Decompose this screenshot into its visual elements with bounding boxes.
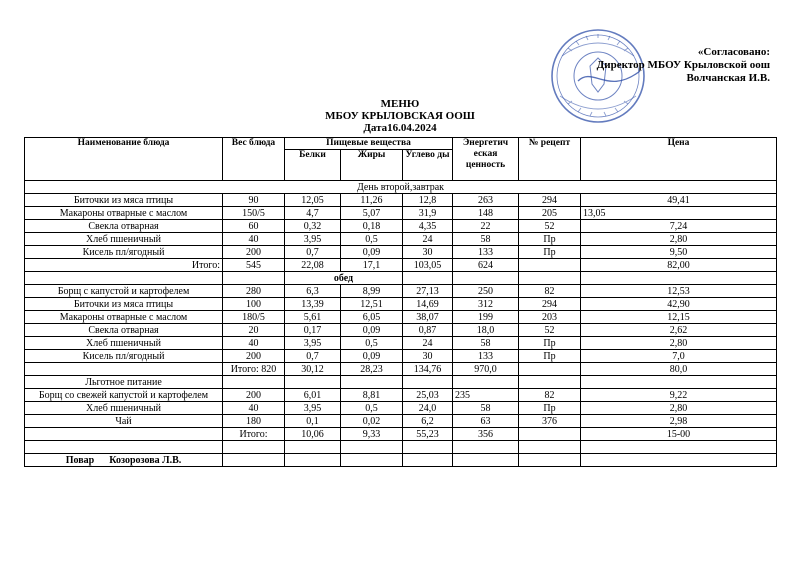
dish-fats: 0,5 [341, 233, 403, 246]
dish-fats: 0,02 [341, 415, 403, 428]
dish-name: Кисель пл/ягодный [25, 246, 223, 259]
dish-energy: 133 [453, 350, 519, 363]
dish-name: Свекла отварная [25, 220, 223, 233]
table-row [25, 298, 777, 311]
col-header-energy: Энергетич еская ценность [453, 138, 519, 181]
empty-cell [453, 454, 519, 467]
dish-price: 13,05 [581, 207, 777, 220]
total-energy: 970,0 [453, 363, 519, 376]
total-proteins: 10,06 [285, 428, 341, 441]
table-row [25, 350, 777, 363]
col-header-fats: Жиры [341, 150, 403, 181]
dish-carbs: 14,69 [403, 298, 453, 311]
total-price: 80,0 [581, 363, 777, 376]
dish-proteins: 13,39 [285, 298, 341, 311]
dish-price: 7,0 [581, 350, 777, 363]
dish-weight: 90 [223, 194, 285, 207]
menu-table [24, 137, 777, 467]
dish-recipe: 294 [519, 194, 581, 207]
total-price: 82,00 [581, 259, 777, 272]
total-energy: 356 [453, 428, 519, 441]
preferential-total-row [25, 428, 777, 441]
col-header-name: Наименование блюда [25, 138, 223, 181]
dish-recipe: Пр [519, 233, 581, 246]
dish-recipe: Пр [519, 246, 581, 259]
dish-proteins: 0,1 [285, 415, 341, 428]
dish-fats: 0,09 [341, 324, 403, 337]
dish-weight: 200 [223, 350, 285, 363]
breakfast-total-row [25, 259, 777, 272]
approval-line-1: «Согласовано: [697, 46, 770, 58]
dish-carbs: 0,87 [403, 324, 453, 337]
empty-cell [453, 441, 519, 454]
total-recipe [519, 428, 581, 441]
dish-energy: 148 [453, 207, 519, 220]
total-label: Итого: [25, 259, 223, 272]
table-row [25, 246, 777, 259]
table-row [25, 337, 777, 350]
col-header-weight: Вес блюда [223, 138, 285, 181]
dish-weight: 100 [223, 298, 285, 311]
empty-cell [223, 272, 285, 285]
col-header-price: Цена [581, 138, 777, 181]
total-energy: 624 [453, 259, 519, 272]
menu-title: МЕНЮ [380, 98, 420, 110]
dish-recipe: Пр [519, 337, 581, 350]
dish-carbs: 30 [403, 246, 453, 259]
empty-cell [581, 441, 777, 454]
table-row [25, 324, 777, 337]
empty-cell [519, 376, 581, 389]
dish-proteins: 0,7 [285, 246, 341, 259]
empty-cell [581, 272, 777, 285]
dish-carbs: 27,13 [403, 285, 453, 298]
dish-energy: 58 [453, 402, 519, 415]
dish-fats: 0,09 [341, 246, 403, 259]
dish-price: 2,98 [581, 415, 777, 428]
col-header-carbs: Углево ды [403, 150, 453, 181]
dish-energy: 250 [453, 285, 519, 298]
table-header-row [25, 138, 777, 150]
dish-price: 9,22 [581, 389, 777, 402]
dish-weight: 40 [223, 402, 285, 415]
dish-energy: 312 [453, 298, 519, 311]
empty-cell [285, 441, 341, 454]
dish-fats: 8,81 [341, 389, 403, 402]
approval-line-2: Директор МБОУ Крыловской оош [596, 59, 770, 71]
dish-weight: 60 [223, 220, 285, 233]
dish-carbs: 4,35 [403, 220, 453, 233]
dish-weight: 200 [223, 246, 285, 259]
dish-energy: 133 [453, 246, 519, 259]
school-name: МБОУ КРЫЛОВСКАЯ ООШ [325, 110, 475, 122]
dish-price: 12,53 [581, 285, 777, 298]
empty-cell [403, 441, 453, 454]
total-carbs: 55,23 [403, 428, 453, 441]
dish-carbs: 30 [403, 350, 453, 363]
empty-cell [403, 376, 453, 389]
dish-energy: 22 [453, 220, 519, 233]
empty-cell [223, 376, 285, 389]
dish-name: Свекла отварная [25, 324, 223, 337]
empty-row [25, 441, 777, 454]
section-row-preferential [25, 376, 777, 389]
dish-proteins: 3,95 [285, 402, 341, 415]
cook-name: Козорозова Л.В. [109, 454, 182, 466]
total-weight: 545 [223, 259, 285, 272]
dish-fats: 8,99 [341, 285, 403, 298]
dish-name: Хлеб пшеничный [25, 402, 223, 415]
dish-proteins: 0,17 [285, 324, 341, 337]
dish-recipe: 82 [519, 285, 581, 298]
dish-proteins: 0,7 [285, 350, 341, 363]
dish-fats: 5,07 [341, 207, 403, 220]
dish-energy: 235 [453, 389, 519, 402]
approval-block [597, 46, 770, 85]
dish-carbs: 24 [403, 337, 453, 350]
section-lunch-label: обед [285, 272, 403, 285]
total-proteins: 30,12 [285, 363, 341, 376]
dish-carbs: 31,9 [403, 207, 453, 220]
dish-fats: 11,26 [341, 194, 403, 207]
document-title-block [0, 98, 800, 134]
total-weight: Итого: [223, 428, 285, 441]
dish-price: 2,80 [581, 337, 777, 350]
table-row [25, 285, 777, 298]
dish-weight: 20 [223, 324, 285, 337]
empty-cell [519, 272, 581, 285]
table-row [25, 194, 777, 207]
dish-price: 7,24 [581, 220, 777, 233]
total-carbs: 103,05 [403, 259, 453, 272]
total-fats: 17,1 [341, 259, 403, 272]
menu-date: Дата16.04.2024 [363, 122, 437, 134]
dish-recipe: 52 [519, 324, 581, 337]
dish-energy: 58 [453, 337, 519, 350]
dish-proteins: 6,3 [285, 285, 341, 298]
approval-line-3: Волчанская И.В. [686, 72, 770, 84]
dish-energy: 58 [453, 233, 519, 246]
dish-name: Биточки из мяса птицы [25, 194, 223, 207]
table-row [25, 415, 777, 428]
dish-price: 49,41 [581, 194, 777, 207]
empty-cell [25, 428, 223, 441]
dish-proteins: 4,7 [285, 207, 341, 220]
dish-proteins: 0,32 [285, 220, 341, 233]
empty-cell [519, 441, 581, 454]
cook-row [25, 454, 777, 467]
dish-weight: 150/5 [223, 207, 285, 220]
dish-weight: 280 [223, 285, 285, 298]
empty-cell [285, 376, 341, 389]
total-proteins: 22,08 [285, 259, 341, 272]
col-header-recipe: № рецепт [519, 138, 581, 181]
empty-cell [25, 441, 223, 454]
dish-name: Чай [25, 415, 223, 428]
empty-cell [341, 376, 403, 389]
empty-cell [25, 272, 223, 285]
dish-fats: 0,18 [341, 220, 403, 233]
dish-name: Макароны отварные с маслом [25, 311, 223, 324]
total-recipe [519, 259, 581, 272]
dish-price: 2,62 [581, 324, 777, 337]
dish-recipe: 203 [519, 311, 581, 324]
section-day-label: День второй,завтрак [25, 181, 777, 194]
total-carbs: 134,76 [403, 363, 453, 376]
dish-proteins: 3,95 [285, 337, 341, 350]
dish-recipe: Пр [519, 402, 581, 415]
table-row [25, 233, 777, 246]
dish-carbs: 25,03 [403, 389, 453, 402]
table-row [25, 207, 777, 220]
cook-signature-cell [25, 454, 223, 467]
dish-name: Макароны отварные с маслом [25, 207, 223, 220]
empty-cell [519, 454, 581, 467]
dish-fats: 6,05 [341, 311, 403, 324]
dish-carbs: 24,0 [403, 402, 453, 415]
dish-name: Борщ со свежей капустой и картофелем [25, 389, 223, 402]
section-preferential-label: Льготное питание [25, 376, 223, 389]
total-price: 15-00 [581, 428, 777, 441]
dish-price: 12,15 [581, 311, 777, 324]
dish-fats: 0,09 [341, 350, 403, 363]
empty-cell [581, 376, 777, 389]
empty-cell [223, 441, 285, 454]
empty-cell [403, 454, 453, 467]
dish-carbs: 6,2 [403, 415, 453, 428]
dish-price: 2,80 [581, 233, 777, 246]
dish-energy: 63 [453, 415, 519, 428]
dish-name: Кисель пл/ягодный [25, 350, 223, 363]
dish-recipe: Пр [519, 350, 581, 363]
dish-name: Борщ с капустой и картофелем [25, 285, 223, 298]
dish-proteins: 6,01 [285, 389, 341, 402]
dish-name: Хлеб пшеничный [25, 337, 223, 350]
dish-recipe: 52 [519, 220, 581, 233]
dish-price: 9,50 [581, 246, 777, 259]
table-row [25, 220, 777, 233]
dish-price: 42,90 [581, 298, 777, 311]
dish-recipe: 82 [519, 389, 581, 402]
table-row [25, 311, 777, 324]
empty-cell [223, 454, 285, 467]
total-fats: 9,33 [341, 428, 403, 441]
total-weight: Итого: 820 [223, 363, 285, 376]
dish-carbs: 24 [403, 233, 453, 246]
empty-cell [341, 441, 403, 454]
empty-cell [403, 272, 453, 285]
total-fats: 28,23 [341, 363, 403, 376]
dish-weight: 40 [223, 233, 285, 246]
empty-cell [453, 272, 519, 285]
dish-proteins: 3,95 [285, 233, 341, 246]
dish-weight: 40 [223, 337, 285, 350]
dish-name: Биточки из мяса птицы [25, 298, 223, 311]
dish-weight: 180/5 [223, 311, 285, 324]
dish-energy: 199 [453, 311, 519, 324]
dish-proteins: 12,05 [285, 194, 341, 207]
dish-recipe: 376 [519, 415, 581, 428]
col-header-proteins: Белки [285, 150, 341, 181]
dish-recipe: 294 [519, 298, 581, 311]
dish-fats: 12,51 [341, 298, 403, 311]
dish-fats: 0,5 [341, 402, 403, 415]
empty-cell [341, 454, 403, 467]
dish-carbs: 12,8 [403, 194, 453, 207]
col-header-nutrients: Пищевые вещества [285, 138, 453, 150]
dish-weight: 200 [223, 389, 285, 402]
empty-cell [453, 376, 519, 389]
dish-price: 2,80 [581, 402, 777, 415]
dish-energy: 18,0 [453, 324, 519, 337]
empty-cell [285, 454, 341, 467]
dish-recipe: 205 [519, 207, 581, 220]
dish-carbs: 38,07 [403, 311, 453, 324]
dish-name: Хлеб пшеничный [25, 233, 223, 246]
dish-energy: 263 [453, 194, 519, 207]
empty-cell [581, 454, 777, 467]
empty-cell [25, 363, 223, 376]
section-row-day [25, 181, 777, 194]
section-row-lunch [25, 272, 777, 285]
total-recipe [519, 363, 581, 376]
table-row [25, 389, 777, 402]
lunch-total-row [25, 363, 777, 376]
dish-fats: 0,5 [341, 337, 403, 350]
table-row [25, 402, 777, 415]
dish-proteins: 5,61 [285, 311, 341, 324]
cook-label: Повар [65, 454, 95, 466]
dish-weight: 180 [223, 415, 285, 428]
